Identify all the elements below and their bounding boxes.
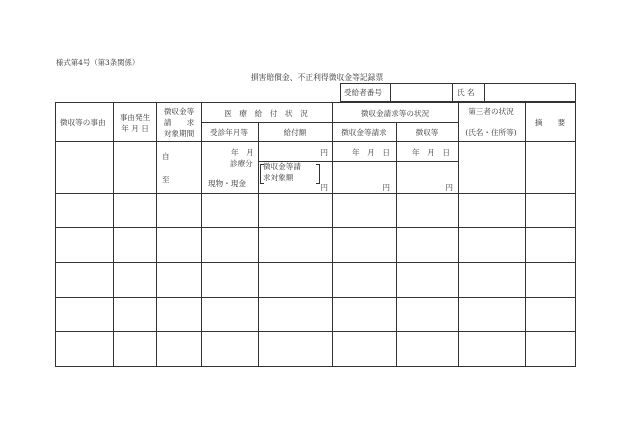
period-to-label: 至 [162, 175, 170, 184]
header-claim-request: 徴収金等請求 [341, 128, 387, 137]
receipt-number-field[interactable] [392, 85, 450, 100]
claim-target-line1: 徴収金等請 [263, 162, 301, 171]
row-line-3 [55, 262, 576, 263]
treatment-year-month: 年 月 [231, 148, 254, 157]
benefit-yen-2: 円 [320, 183, 328, 192]
header-claim-period-line2: 請 求 [163, 118, 195, 127]
header-third-party-line2: (氏名・住所等) [465, 128, 517, 137]
header-claim-period-line3: 対象期間 [163, 129, 195, 138]
period-from-label: 自 [162, 152, 170, 161]
claim-target-line2: 求対象額 [263, 173, 294, 182]
header-treatment-month: 受診年月等 [210, 128, 248, 137]
claim-target-bracket-right [316, 164, 320, 184]
name-label: 氏 名 [457, 88, 475, 97]
header-occurrence-line2: 年 月 日 [121, 124, 149, 133]
name-field[interactable] [486, 85, 574, 100]
header-medical-group: 医 療 給 付 状 況 [224, 109, 308, 118]
receipt-number-label: 受給者番号 [344, 88, 382, 97]
header-reason: 徴収等の事由 [60, 118, 106, 127]
top-box-divider-2 [452, 83, 453, 102]
treatment-portion: 診療分 [230, 159, 253, 168]
row-line-4 [55, 297, 576, 298]
header-benefit-amount: 給付額 [283, 128, 307, 137]
row-line-2 [55, 227, 576, 228]
header-collection: 徴収等 [415, 128, 439, 137]
form-title: 損害賠償金、不正利得徴収金等記録票 [250, 73, 384, 82]
header-occurrence-line1: 事由発生 [119, 113, 151, 122]
goods-cash: 現物・現金 [208, 179, 246, 188]
header-subrow-line [201, 122, 458, 123]
row-line-5 [55, 331, 576, 332]
header-summary: 摘 要 [534, 118, 566, 127]
form-label: 様式第4号（第3条関係） [56, 58, 140, 67]
top-box-divider-3 [484, 83, 485, 102]
claim-request-date: 年 月 日 [352, 148, 390, 157]
header-claim-period-line1: 徴収金等 [163, 107, 195, 116]
header-third-party-line1: 第三者の状況 [468, 107, 514, 116]
row-line-1 [55, 193, 576, 194]
benefit-yen-1: 円 [320, 148, 328, 157]
claim-request-yen: 円 [382, 183, 390, 192]
top-box-divider-1 [390, 83, 391, 102]
header-bottom-line [55, 141, 576, 142]
header-claim-group: 徴収金請求等の状況 [360, 109, 430, 118]
collection-date: 年 月 日 [412, 148, 450, 157]
collection-yen: 円 [445, 183, 453, 192]
